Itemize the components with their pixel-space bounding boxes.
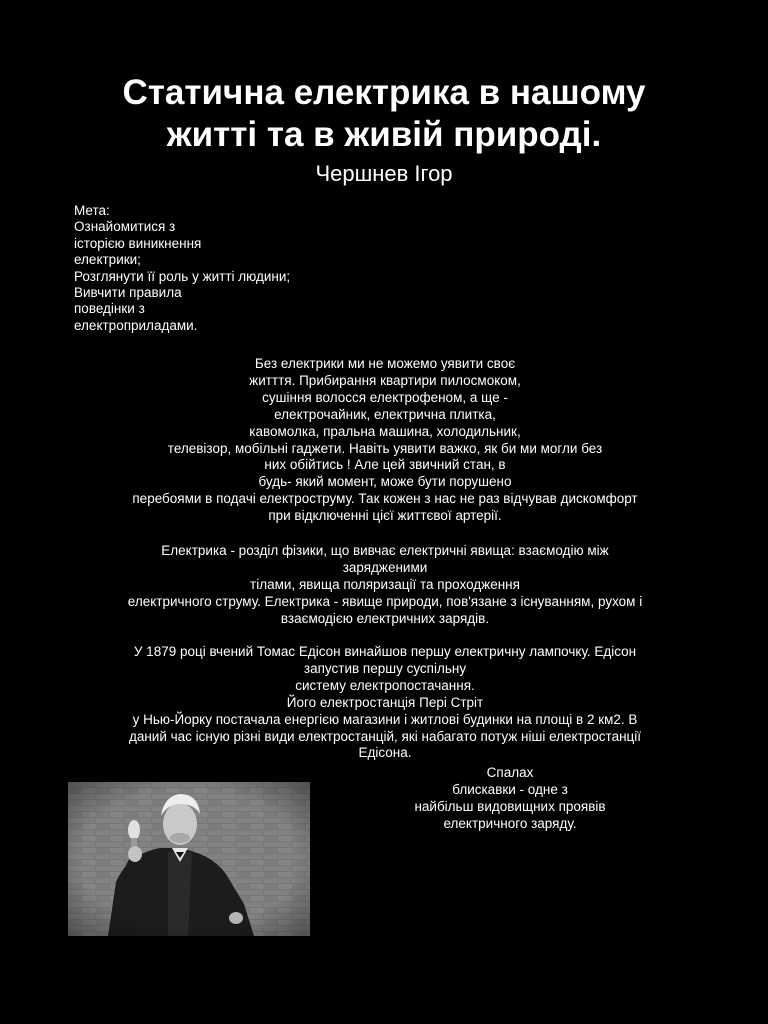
goal-line: Ознайомитися з: [74, 219, 176, 235]
paragraph-line: телевізор, мобільні гаджети. Навіть уявити важко, як би ми могли без: [167, 440, 603, 456]
goal-line: історією виникнення: [74, 235, 202, 251]
paragraph-line: житття. Прибирання квартири пилосмоком,: [249, 372, 521, 388]
paragraph-line: них обійтись ! Але цей звичний стан, в: [264, 457, 506, 473]
goal-line: Вивчити правила: [74, 285, 182, 301]
paragraph-line: будь- який момент, може бути порушено: [258, 474, 512, 490]
caption-line: найбільш видовищних проявів: [414, 799, 606, 814]
goal-line: електрики;: [74, 252, 141, 268]
paragraph-line: електрочайник, електрична плитка,: [274, 406, 496, 422]
paragraph-definition: [60, 543, 710, 628]
paragraph-line: систему електропостачання.: [295, 677, 475, 693]
paragraph-line: при відключенні цієї життєвої артерії.: [268, 508, 502, 524]
paragraph-line: перебоями в подачі електроструму. Так кожен з нас не раз відчував дискомфорт: [132, 491, 638, 507]
edison-photo: [68, 782, 310, 936]
paragraph-line: Електрика - розділ фізики, що вивчає електричні явища: взаємодію між: [161, 543, 609, 558]
paragraph-line: запустив першу суспільну: [303, 660, 467, 676]
paragraph-line: Його електростанція Пері Стріт: [286, 694, 484, 710]
paragraph-line: даний час існую різні види електростанцій, які набагато потуж ніші електростанції: [128, 728, 642, 744]
author-name: Чершнев Ігор: [315, 161, 453, 186]
title-line: Статична електрика в нашому: [122, 73, 646, 112]
paragraph-line: Едісона.: [358, 745, 412, 761]
paragraph-edison: [60, 644, 710, 762]
lightning-caption: [390, 764, 630, 832]
goal-line: Мета:: [74, 203, 110, 218]
paragraph-everyday-electricity: [60, 356, 710, 525]
paragraph-line: кавомолка, пральна машина, холодильник,: [249, 423, 521, 439]
page-title: [0, 72, 768, 156]
caption-line: Спалах: [486, 765, 534, 780]
goal-line: поведінки з: [74, 301, 145, 317]
paragraph-line: тілами, явища поляризації та проходження: [250, 576, 520, 592]
caption-line: блискавки - одне з: [452, 782, 568, 797]
goal-line: електроприладами.: [74, 317, 198, 333]
title-line: житті та в живій природі.: [166, 115, 602, 154]
paragraph-line: зарядженими: [342, 559, 428, 575]
paragraph-line: у Нью-Йорку постачала енергією магазини і житлові будинки на площі в 2 км2. В: [132, 711, 638, 727]
goal-block: [74, 203, 394, 334]
edison-portrait-image: [68, 782, 310, 936]
paragraph-line: Без електрики ми не можемо уявити своє: [254, 356, 516, 371]
paragraph-line: У 1879 році вчений Томас Едісон винайшов першу електричну лампочку. Едісон: [133, 644, 637, 659]
paragraph-line: електричного струму. Електрика - явище природи, пов'язане з існуванням, рухом і: [127, 593, 643, 609]
caption-line: електричного заряду.: [443, 816, 577, 831]
paragraph-line: сушіння волосся електрофеном, а ще -: [262, 389, 508, 405]
goal-line: Розглянути її роль у житті людини;: [74, 268, 291, 284]
paragraph-line: взаємодією електричних зарядів.: [280, 610, 490, 626]
